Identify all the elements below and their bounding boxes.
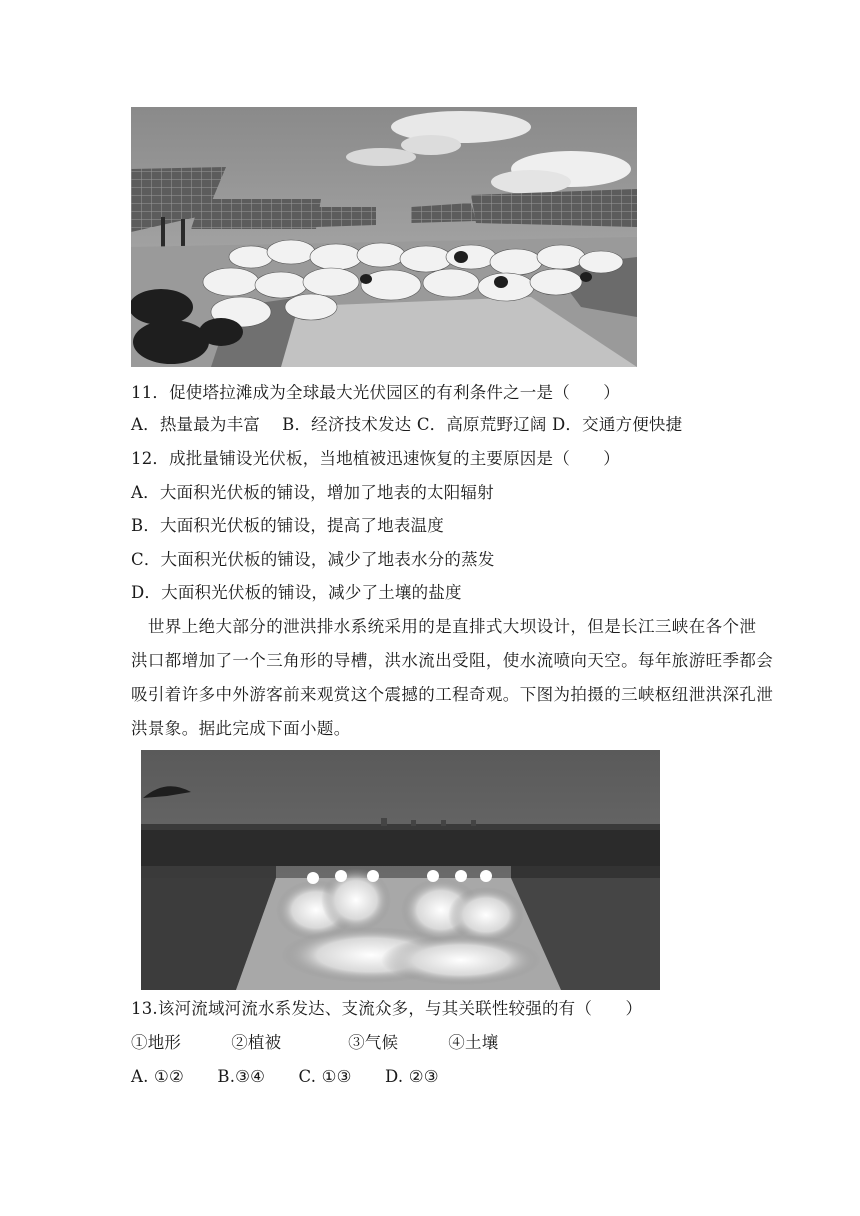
question-12-option-b: B．大面积光伏板的铺设，提高了地表温度 xyxy=(131,516,444,535)
passage-line: 洪景象。据此完成下面小题。 xyxy=(131,719,351,738)
question-12-stem: 12．成批量铺设光伏板，当地植被迅速恢复的主要原因是（ ） xyxy=(131,449,620,468)
question-13-options: A. ①② B.③④ C. ①③ D. ②③ xyxy=(131,1067,439,1086)
three-gorges-flood-discharge-photo xyxy=(141,750,660,990)
three-gorges-passage xyxy=(131,610,774,746)
question-11-stem: 11．促使塔拉滩成为全球最大光伏园区的有利条件之一是（ ） xyxy=(131,383,620,402)
question-12-option-a: A．大面积光伏板的铺设，增加了地表的太阳辐射 xyxy=(131,483,494,502)
question-12-option-d: D．大面积光伏板的铺设，减少了土壤的盐度 xyxy=(131,583,462,602)
passage-line: 世界上绝大部分的泄洪排水系统采用的是直排式大坝设计，但是长江三峡在各个泄 xyxy=(131,617,757,636)
passage-line: 吸引着许多中外游客前来观赏这个震撼的工程奇观。下图为拍摄的三峡枢纽泄洪深孔泄 xyxy=(131,685,774,704)
solar-farm-sheep-photo xyxy=(131,107,637,367)
question-12-option-c: C．大面积光伏板的铺设，减少了地表水分的蒸发 xyxy=(131,550,495,569)
question-13-items: ①地形 ②植被 ③气候 ④土壤 xyxy=(131,1033,499,1052)
passage-line: 洪口都增加了一个三角形的导槽，洪水流出受阻，使水流喷向天空。每年旅游旺季都会 xyxy=(131,651,774,670)
question-11-options: A．热量最为丰富 B．经济技术发达 C．高原荒野辽阔 D．交通方便快捷 xyxy=(131,415,683,434)
question-13-stem: 13.该河流域河流水系发达、支流众多，与其关联性较强的有（ ） xyxy=(131,999,643,1018)
